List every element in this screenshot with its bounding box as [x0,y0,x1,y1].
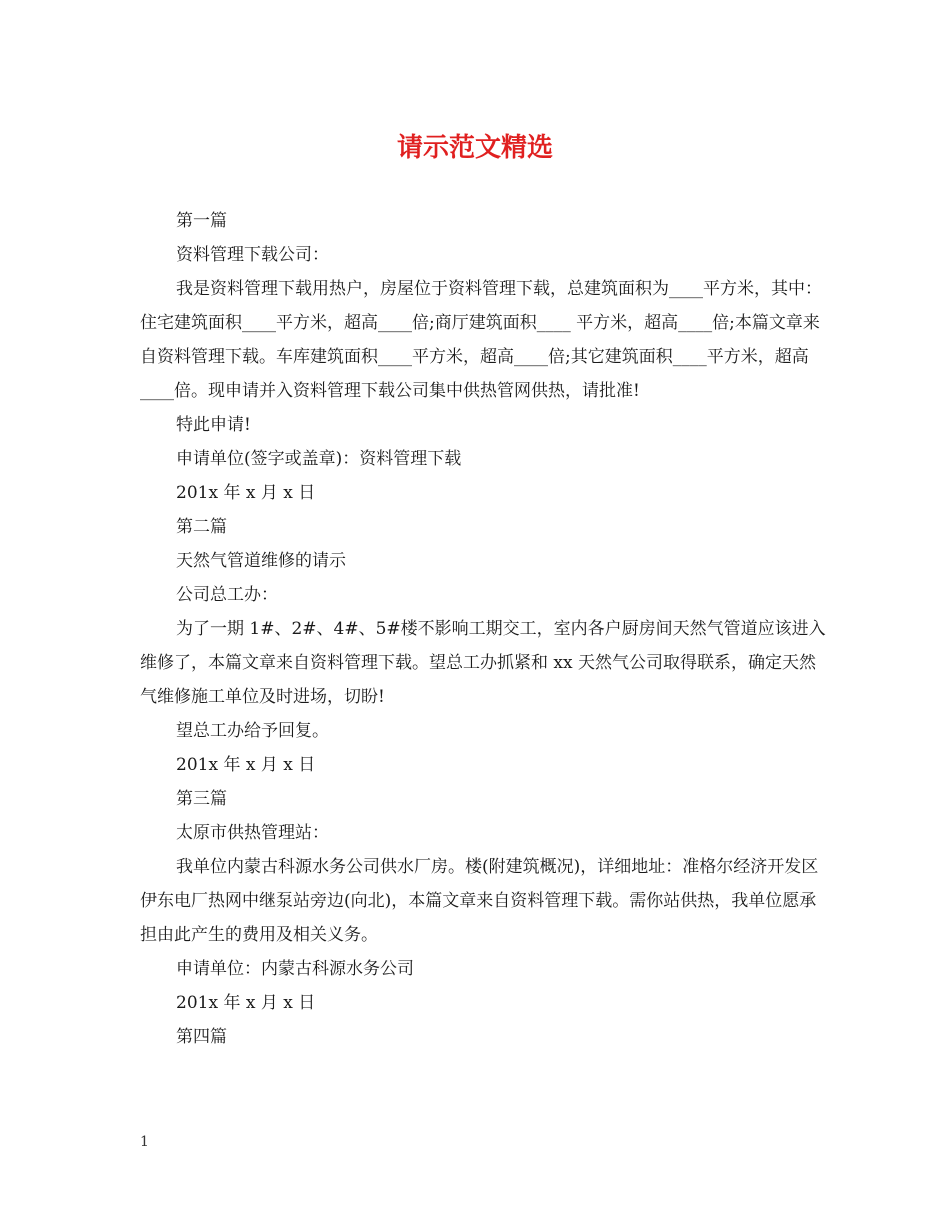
paragraph: 第三篇 [176,789,227,809]
paragraph: 太原市供热管理站： [176,823,329,843]
paragraph: 201x 年 x 月 x 日 [176,993,316,1013]
document-title: 请示范文精选 [396,133,553,163]
paragraph: 申请单位(签字或盖章)：资料管理下载 [176,449,462,469]
paragraph: 我是资料管理下载用热户，房屋位于资料管理下载，总建筑面积为____平方米，其中：住宅建筑面积____平方米，超高____倍;商厅建筑面积____ 平方米，超高____倍;本篇文章来自资料管理下载。车库建筑面积____平方米，超高____倍;其它建筑面积____平方米，超高____倍。现申请并入资料管理下载公司集中供热管网供热，请批准! [140,279,822,401]
paragraph: 第四篇 [176,1027,227,1047]
paragraph: 第一篇 [176,211,227,231]
paragraph: 资料管理下载公司： [176,245,329,265]
paragraph: 公司总工办： [176,585,278,605]
paragraph: 天然气管道维修的请示 [176,551,346,571]
document-body [140,204,830,1054]
paragraph: 我单位内蒙古科源水务公司供水厂房。楼(附建筑概况)，详细地址：准格尔经济开发区伊东电厂热网中继泵站旁边(向北)，本篇文章来自资料管理下载。需你站供热，我单位愿承担由此产生的费用及相关义务。 [140,857,819,945]
paragraph: 第二篇 [176,517,227,537]
paragraph: 为了一期 1#、2#、4#、5#楼不影响工期交工，室内各户厨房间天然气管道应该进入维修了，本篇文章来自资料管理下载。望总工办抓紧和 xx 天然气公司取得联系，确定天然气维修施工单位及时进场，切盼! [140,619,826,707]
paragraph: 201x 年 x 月 x 日 [176,755,316,775]
paragraph: 特此申请! [176,415,251,435]
page-number: 1 [140,1134,149,1150]
paragraph: 望总工办给予回复。 [176,721,329,741]
paragraph: 申请单位：内蒙古科源水务公司 [176,959,414,979]
paragraph: 201x 年 x 月 x 日 [176,483,316,503]
